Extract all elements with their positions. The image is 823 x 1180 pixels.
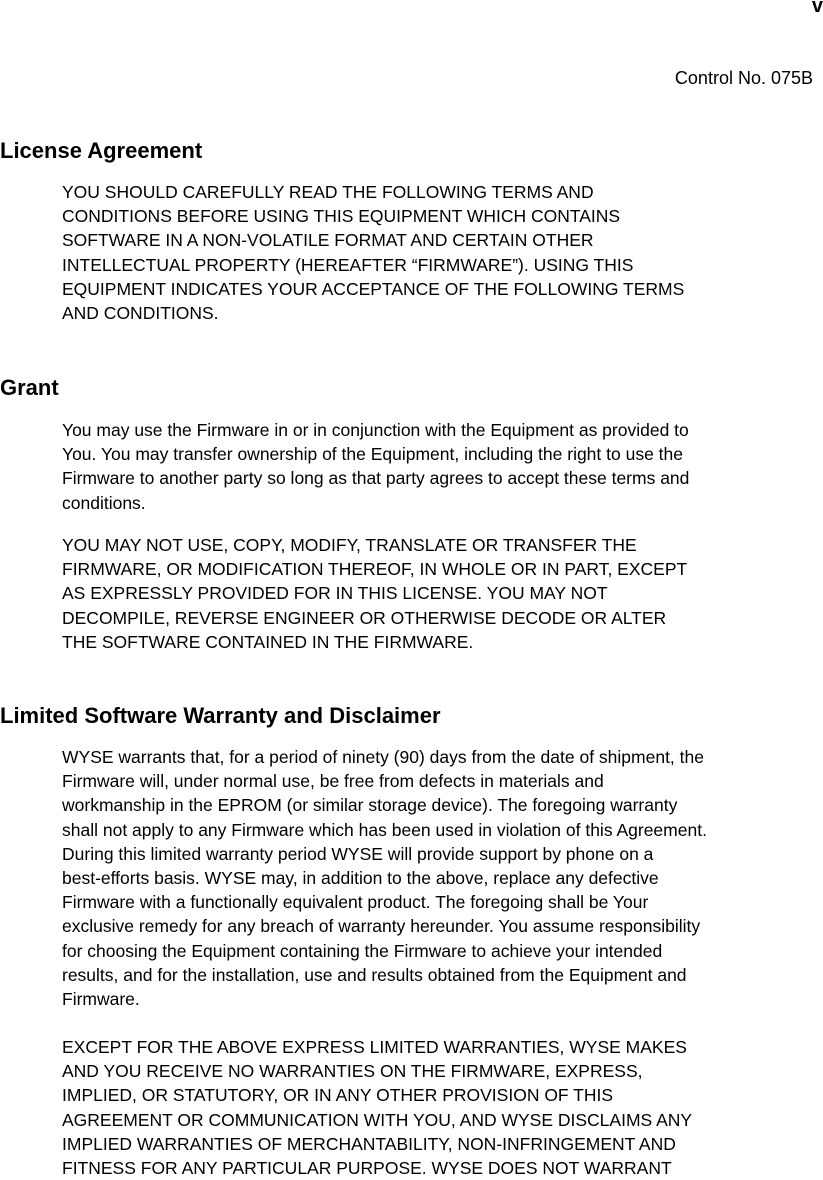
paragraph-line: conditions.	[62, 492, 146, 513]
paragraph-line: Firmware to another party so long as that party agrees to accept these terms and	[62, 468, 690, 489]
paragraph-grant-restrictions	[62, 533, 687, 654]
paragraph-line: YOU SHOULD CAREFULLY READ THE FOLLOWING TERMS AND	[62, 182, 594, 202]
paragraph-line: YOU MAY NOT USE, COPY, MODIFY, TRANSLATE OR TRANSFER THE	[62, 535, 637, 555]
paragraph-line: AGREEMENT OR COMMUNICATION WITH YOU, AND WYSE DISCLAIMS ANY	[62, 1109, 693, 1130]
control-number: Control No. 075B	[674, 68, 813, 88]
paragraph-line: DECOMPILE, REVERSE ENGINEER OR OTHERWISE DECODE OR ALTER	[62, 607, 667, 628]
paragraph-line: EXCEPT FOR THE ABOVE EXPRESS LIMITED WARRANTIES, WYSE MAKES	[62, 1037, 687, 1057]
paragraph-line: INTELLECTUAL PROPERTY (HEREAFTER “FIRMWARE”). USING THIS	[62, 254, 634, 275]
paragraph-line: FIRMWARE, OR MODIFICATION THEREOF, IN WHOLE OR IN PART, EXCEPT	[62, 559, 688, 580]
paragraph-line: workmanship in the EPROM (or similar storage device). The foregoing warranty	[62, 795, 678, 816]
section-heading-grant: Grant	[0, 375, 59, 400]
paragraph-line: best-efforts basis. WYSE may, in addition to the above, replace any defective	[62, 868, 659, 889]
paragraph-line: You may use the Firmware in or in conjunction with the Equipment as provided to	[62, 420, 689, 440]
paragraph-line: SOFTWARE IN A NON-VOLATILE FORMAT AND CERTAIN OTHER	[62, 230, 594, 251]
paragraph-line: shall not apply to any Firmware which has been used in violation of this Agreement.	[62, 819, 707, 840]
paragraph-grant-use	[62, 418, 689, 515]
paragraph-line: FITNESS FOR ANY PARTICULAR PURPOSE. WYSE DOES NOT WARRANT	[62, 1158, 672, 1179]
section-heading-license-agreement: License Agreement	[0, 138, 203, 163]
paragraph-line: AS EXPRESSLY PROVIDED FOR IN THIS LICENSE. YOU MAY NOT	[62, 583, 608, 604]
paragraph-line: AND YOU RECEIVE NO WARRANTIES ON THE FIRMWARE, EXPRESS,	[62, 1061, 643, 1082]
paragraph-warranty-terms	[62, 745, 707, 1011]
paragraph-line: Firmware with a functionally equivalent product. The foregoing shall be Your	[62, 892, 649, 913]
paragraph-line: AND CONDITIONS.	[62, 303, 219, 324]
paragraph-line: exclusive remedy for any breach of warranty hereunder. You assume responsibility	[62, 916, 701, 937]
paragraph-line: IMPLIED, OR STATUTORY, OR IN ANY OTHER PROVISION OF THIS	[62, 1085, 614, 1106]
paragraph-line: During this limited warranty period WYSE will provide support by phone on a	[62, 843, 654, 864]
paragraph-warranty-disclaimer	[62, 1035, 692, 1180]
section-heading-warranty: Limited Software Warranty and Disclaimer	[0, 703, 441, 728]
page-number: v	[811, 0, 823, 17]
paragraph-line: THE SOFTWARE CONTAINED IN THE FIRMWARE.	[62, 631, 474, 652]
paragraph-line: results, and for the installation, use and results obtained from the Equipment and	[62, 964, 687, 985]
paragraph-line: Firmware.	[62, 989, 140, 1010]
paragraph-line: for choosing the Equipment containing the Firmware to achieve your intended	[62, 940, 663, 961]
paragraph-line: Firmware will, under normal use, be free from defects in materials and	[62, 771, 604, 792]
paragraph-line: You. You may transfer ownership of the Equipment, including the right to use the	[62, 444, 684, 465]
paragraph-line: WYSE warrants that, for a period of ninety (90) days from the date of shipment, the	[62, 747, 704, 767]
paragraph-line: CONDITIONS BEFORE USING THIS EQUIPMENT WHICH CONTAINS	[62, 206, 621, 227]
paragraph-line: IMPLIED WARRANTIES OF MERCHANTABILITY, NON-INFRINGEMENT AND	[62, 1133, 676, 1154]
paragraph-license-terms	[62, 180, 684, 325]
paragraph-line: EQUIPMENT INDICATES YOUR ACCEPTANCE OF THE FOLLOWING TERMS	[62, 278, 685, 299]
